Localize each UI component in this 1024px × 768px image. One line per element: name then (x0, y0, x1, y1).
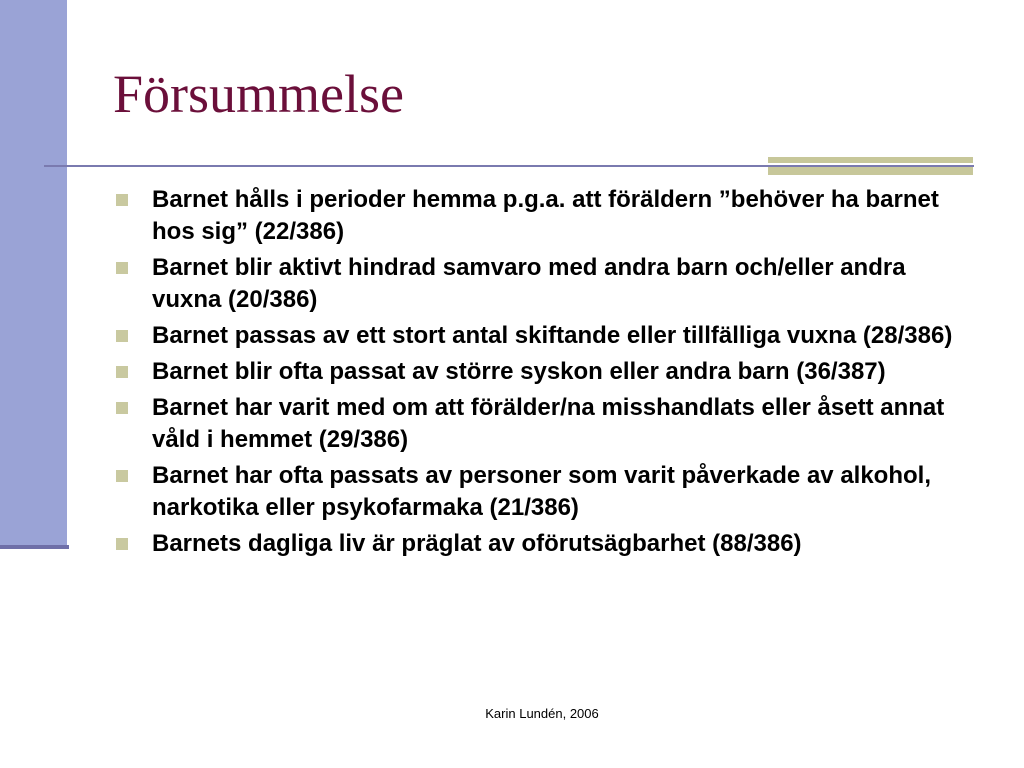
bullet-item (115, 392, 975, 456)
accent-bar-top (768, 157, 973, 163)
bullet-item (115, 320, 975, 352)
accent-bars (768, 157, 973, 179)
bullet-list (115, 184, 975, 564)
bullet-text: Barnet har varit med om att förälder/na misshandlats eller åsett annat våld i hemmet (29/386) (152, 394, 945, 453)
square-bullet-icon (116, 330, 128, 342)
bullet-item (115, 528, 975, 560)
square-bullet-icon (116, 366, 128, 378)
left-bar-edge (0, 545, 69, 549)
square-bullet-icon (116, 402, 128, 414)
slide-footer (0, 706, 1024, 721)
left-decorative-bar (0, 0, 67, 545)
bullet-item (115, 460, 975, 524)
square-bullet-icon (116, 470, 128, 482)
accent-bar-bottom (768, 167, 973, 175)
bullet-text: Barnet blir aktivt hindrad samvaro med andra barn och/eller andra vuxna (20/386) (152, 254, 906, 313)
square-bullet-icon (116, 194, 128, 206)
bullet-item (115, 356, 975, 388)
footer-text: Karin Lundén, 2006 (485, 706, 599, 721)
bullet-item (115, 184, 975, 248)
bullet-text: Barnets dagliga liv är präglat av oförutsägbarhet (88/386) (152, 530, 802, 557)
square-bullet-icon (116, 262, 128, 274)
bullet-text: Barnet blir ofta passat av större syskon eller andra barn (36/387) (152, 358, 886, 385)
bullet-item (115, 252, 975, 316)
bullet-text: Barnet passas av ett stort antal skiftande eller tillfälliga vuxna (28/386) (152, 322, 953, 349)
bullet-text: Barnet hålls i perioder hemma p.g.a. att föräldern ”behöver ha barnet hos sig” (22/386) (152, 186, 939, 245)
bullet-text: Barnet har ofta passats av personer som varit påverkade av alkohol, narkotika eller psykofarmaka (21/386) (152, 462, 931, 521)
slide-title: Försummelse (113, 64, 404, 124)
square-bullet-icon (116, 538, 128, 550)
